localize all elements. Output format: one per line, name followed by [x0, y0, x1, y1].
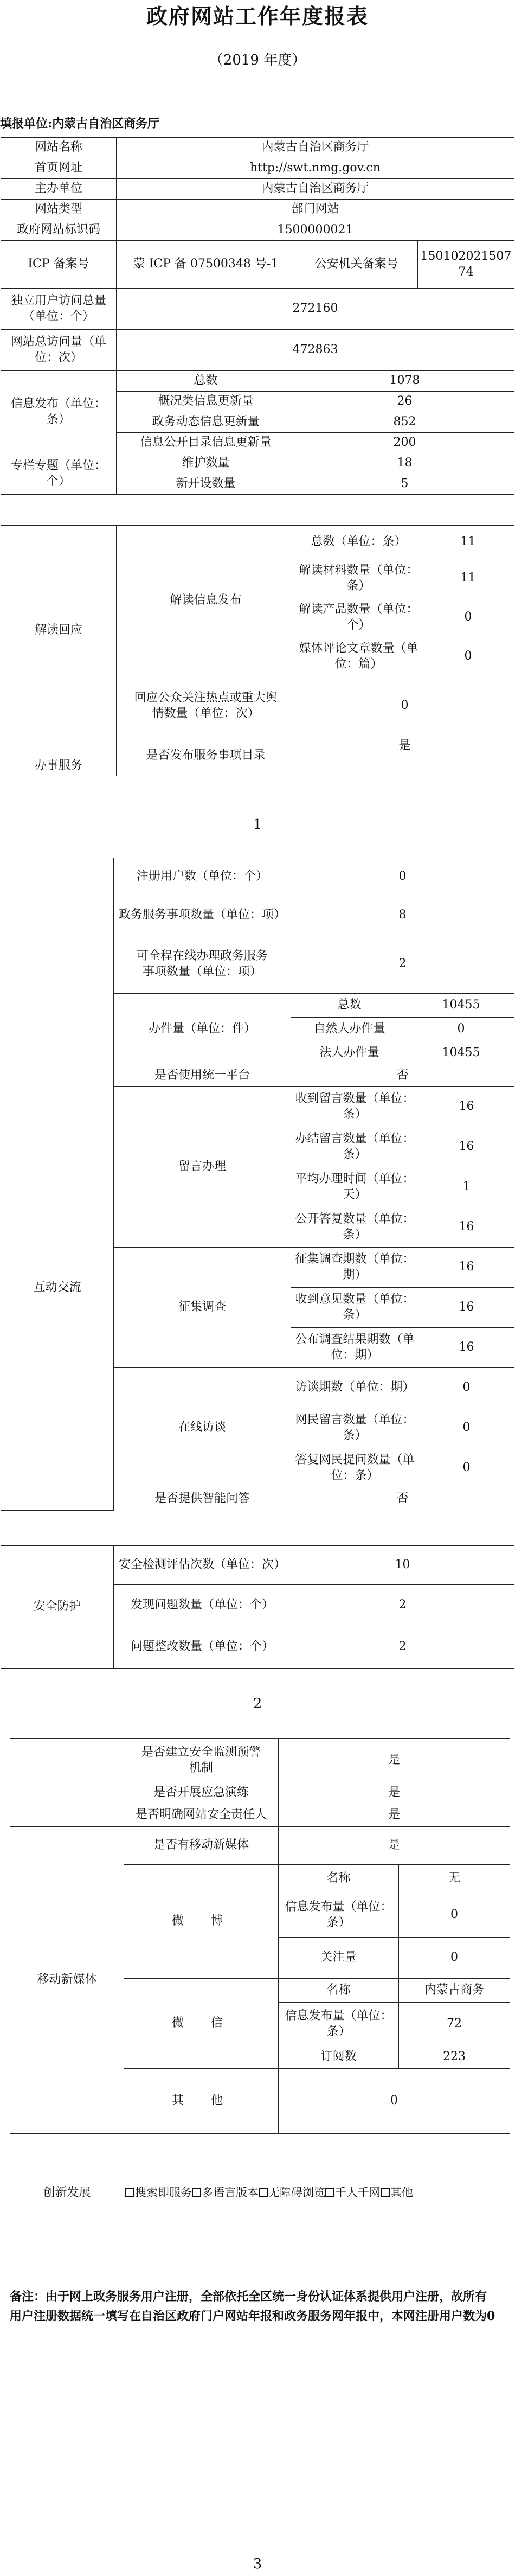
interpret-table: [1, 525, 514, 776]
service-catalog-label: 是否发布服务事项目录: [117, 736, 295, 776]
unique-visitors-label: 独立用户访问总量（单位：个）: [1, 289, 117, 330]
site-id-value: 1500000021: [117, 220, 514, 241]
wechat-label: 微 信: [124, 1979, 279, 2069]
platform-value: 否: [291, 1065, 514, 1087]
weibo-name-label: 名称: [279, 1865, 399, 1893]
page-number: 2: [253, 1696, 262, 1712]
sponsor-value: 内蒙古自治区商务厅: [117, 179, 514, 200]
security-found-label: 发现问题数量（单位：个）: [114, 1585, 291, 1626]
total-visits-value: 472863: [117, 330, 514, 371]
table-row: [1, 220, 514, 241]
checkbox-icon: [259, 2188, 268, 2197]
total-visits-label: 网站总访问量（单位：次）: [1, 330, 117, 371]
interact-table: [1, 1065, 514, 1511]
info-publish-label: 信息发布（单位：条）: [1, 371, 117, 453]
report-title: 政府网站工作年度报表: [146, 4, 369, 29]
responsible-value: 是: [279, 1804, 510, 1827]
remark-note: 备注：由于网上政务服务用户注册，全部依托全区统一身份认证体系提供用户注册，故所有用户注册数据统一填写在自治区政府门户网站年报和政务服务网年报中，本网注册用户数为0: [10, 2290, 495, 2324]
has-mobile-value: 是: [279, 1827, 510, 1865]
talk-periods-label: 访谈期数（单位：期）: [291, 1368, 419, 1408]
table-row: [1, 330, 514, 371]
table-row: [1, 241, 514, 289]
interpret-media-label: 媒体评论文章数量（单位：篇）: [295, 637, 422, 676]
info-catalog-value: 200: [295, 433, 514, 453]
interpret-material-label: 解读材料数量（单位：条）: [295, 559, 422, 598]
innovation-options: [124, 2134, 510, 2253]
special-new-value: 5: [295, 474, 514, 495]
wechat-subs-label: 订阅数: [279, 2046, 399, 2069]
table-row: [1, 453, 514, 474]
msg-time-label: 平均办理时间（单位：天）: [291, 1167, 419, 1207]
talk-label: 在线访谈: [114, 1368, 291, 1488]
special-column-label: 专栏专题（单位：个）: [1, 453, 117, 495]
weibo-follow-value: 0: [399, 1938, 510, 1979]
info-overview-label: 概况类信息更新量: [117, 392, 295, 412]
weibo-label: 微 博: [124, 1865, 279, 1979]
talk-replies-label: 答复网民提问数量（单位：条）: [291, 1448, 419, 1488]
police-record-value: 15010202150774: [418, 241, 514, 289]
msg-done-label: 办结留言数量（单位：条）: [291, 1127, 419, 1167]
special-maintain-value: 18: [295, 453, 514, 474]
table-row: [1, 1546, 514, 1585]
option-other[interactable]: 其他: [381, 2186, 413, 2199]
site-name-label: 网站名称: [1, 138, 117, 158]
talk-messages-label: 网民留言数量（单位：条）: [291, 1408, 419, 1448]
online-items-label: 可全程在线办理政务服务事项数量（单位：项）: [114, 935, 291, 994]
special-new-label: 新开设数量: [117, 474, 295, 495]
survey-opinions-value: 16: [419, 1288, 514, 1328]
handle-total-label: 总数: [291, 994, 408, 1018]
has-mobile-label: 是否有移动新媒体: [124, 1827, 279, 1865]
table-row: [1, 158, 514, 179]
survey-periods-value: 16: [419, 1248, 514, 1288]
smart-qa-label: 是否提供智能问答: [114, 1488, 291, 1510]
icp-label: ICP 备案号: [1, 241, 117, 289]
police-record-label: 公安机关备案号: [295, 241, 418, 289]
survey-results-label: 公布调查结果期数（单位：期）: [291, 1328, 419, 1368]
security-table: [1, 1545, 514, 1669]
service-items-value: 8: [291, 896, 514, 935]
option-multilang[interactable]: 多语言版本: [192, 2186, 259, 2199]
service-items-label: 政务服务事项数量（单位：项）: [114, 896, 291, 935]
icp-value: 蒙 ICP 备 07500348 号-1: [117, 241, 295, 289]
checkbox-icon: [381, 2188, 390, 2197]
table-row: [1, 138, 514, 158]
weibo-posts-label: 信息发布量（单位：条）: [279, 1893, 399, 1938]
special-maintain-label: 维护数量: [117, 453, 295, 474]
report-table-page2: [1, 858, 514, 1065]
msg-received-label: 收到留言数量（单位：条）: [291, 1087, 419, 1127]
smart-qa-value: 否: [291, 1488, 514, 1510]
security-check-label: 安全检测评估次数（单位：次）: [114, 1546, 291, 1585]
weibo-name-value: 无: [399, 1865, 510, 1893]
table-row: [10, 1827, 510, 1865]
innovation-label: 创新发展: [10, 2134, 124, 2253]
wechat-subs-value: 223: [399, 2046, 510, 2069]
table-row: [10, 2134, 510, 2253]
monitor-label: 是否建立安全监测预警机制: [124, 1739, 279, 1782]
reg-users-label: 注册用户数（单位：个）: [114, 858, 291, 896]
interact-label: 互动交流: [1, 1065, 114, 1511]
msg-reply-label: 公开答复数量（单位：条）: [291, 1207, 419, 1248]
checkbox-icon: [125, 2188, 134, 2197]
weibo-posts-value: 0: [399, 1893, 510, 1938]
checkbox-icon: [192, 2188, 201, 2197]
security-fixed-label: 问题整改数量（单位：个）: [114, 1626, 291, 1669]
wechat-name-value: 内蒙古商务: [399, 1979, 510, 2003]
option-accessibility[interactable]: 无障碍浏览: [259, 2186, 325, 2199]
msg-time-value: 1: [419, 1167, 514, 1207]
interpret-material-value: 11: [422, 559, 514, 598]
security-found-value: 2: [291, 1585, 514, 1626]
report-table-page3: [10, 1738, 510, 2253]
online-items-value: 2: [291, 935, 514, 994]
interpret-label: 解读回应: [1, 526, 117, 736]
site-type-label: 网站类型: [1, 200, 117, 220]
table-row: [1, 179, 514, 200]
table-row: [1, 200, 514, 220]
service-label: 办事服务: [1, 736, 117, 776]
monitor-value: 是: [279, 1739, 510, 1782]
interpret-total-value: 11: [422, 526, 514, 559]
handle-count-label: 办件量（单位：件）: [114, 994, 291, 1065]
wechat-posts-value: 72: [399, 2003, 510, 2046]
info-catalog-label: 信息公开目录信息更新量: [117, 433, 295, 453]
home-url-value: http://swt.nmg.gov.cn: [117, 158, 514, 179]
site-type-value: 部门网站: [117, 200, 514, 220]
survey-results-value: 16: [419, 1328, 514, 1368]
info-total-label: 总数: [117, 371, 295, 392]
table-row: [10, 1739, 510, 1782]
sponsor-label: 主办单位: [1, 179, 117, 200]
reg-users-value: 0: [291, 858, 514, 896]
talk-periods-value: 0: [419, 1368, 514, 1408]
weibo-follow-label: 关注量: [279, 1938, 399, 1979]
msg-received-value: 16: [419, 1087, 514, 1127]
survey-label: 征集调查: [114, 1248, 291, 1368]
table-row: [1, 526, 514, 559]
survey-opinions-label: 收到意见数量（单位：条）: [291, 1288, 419, 1328]
handle-person-value: 0: [408, 1018, 514, 1041]
home-url-label: 首页网址: [1, 158, 117, 179]
info-news-value: 852: [295, 412, 514, 433]
checkbox-icon: [325, 2188, 334, 2197]
handle-total-value: 10455: [408, 994, 514, 1018]
interpret-product-value: 0: [422, 598, 514, 637]
mobile-media-label: 移动新媒体: [10, 1827, 124, 2134]
security-fixed-value: 2: [291, 1626, 514, 1669]
table-row: [1, 736, 514, 776]
service-catalog-value: 是: [295, 736, 514, 776]
other-media-value: 0: [279, 2069, 510, 2134]
info-overview-value: 26: [295, 392, 514, 412]
interpret-product-label: 解读产品数量（单位：个）: [295, 598, 422, 637]
interpret-total-label: 总数（单位：条）: [295, 526, 422, 559]
site-id-label: 政府网站标识码: [1, 220, 117, 241]
table-row: [1, 371, 514, 392]
talk-messages-value: 0: [419, 1408, 514, 1448]
page-number: 3: [253, 2556, 262, 2572]
unique-visitors-value: 272160: [117, 289, 514, 330]
page-number: 1: [253, 816, 262, 833]
handle-person-label: 自然人办件量: [291, 1018, 408, 1041]
security-label: 安全防护: [1, 1546, 114, 1669]
table-row: [1, 1065, 514, 1087]
msg-done-value: 16: [419, 1127, 514, 1167]
wechat-posts-label: 信息发布量（单位：条）: [279, 2003, 399, 2046]
report-year: （2019 年度）: [209, 52, 306, 68]
handle-legal-label: 法人办件量: [291, 1041, 408, 1065]
drill-label: 是否开展应急演练: [124, 1782, 279, 1804]
option-personalized[interactable]: 千人千网: [325, 2186, 381, 2199]
site-name-value: 内蒙古自治区商务厅: [117, 138, 514, 158]
reporting-unit: 填报单位:内蒙古自治区商务厅: [0, 117, 160, 131]
hot-response-value: 0: [295, 676, 514, 736]
platform-label: 是否使用统一平台: [114, 1065, 291, 1087]
other-media-label: 其 他: [124, 2069, 279, 2134]
table-row: [1, 858, 514, 896]
msg-reply-value: 16: [419, 1207, 514, 1248]
info-news-label: 政务动态信息更新量: [117, 412, 295, 433]
interpret-media-value: 0: [422, 637, 514, 676]
message-label: 留言办理: [114, 1087, 291, 1248]
option-search-service[interactable]: 搜索即服务: [125, 2186, 192, 2199]
hot-response-label: 回应公众关注热点或重大舆情数量（单位：次）: [117, 676, 295, 736]
report-table-page1: [1, 137, 514, 495]
handle-legal-value: 10455: [408, 1041, 514, 1065]
talk-replies-value: 0: [419, 1448, 514, 1488]
responsible-label: 是否明确网站安全责任人: [124, 1804, 279, 1827]
survey-periods-label: 征集调查期数（单位：期）: [291, 1248, 419, 1288]
info-total-value: 1078: [295, 371, 514, 392]
interpret-publish-label: 解读信息发布: [117, 526, 295, 676]
drill-value: 是: [279, 1782, 510, 1804]
security-check-value: 10: [291, 1546, 514, 1585]
wechat-name-label: 名称: [279, 1979, 399, 2003]
table-row: [1, 289, 514, 330]
